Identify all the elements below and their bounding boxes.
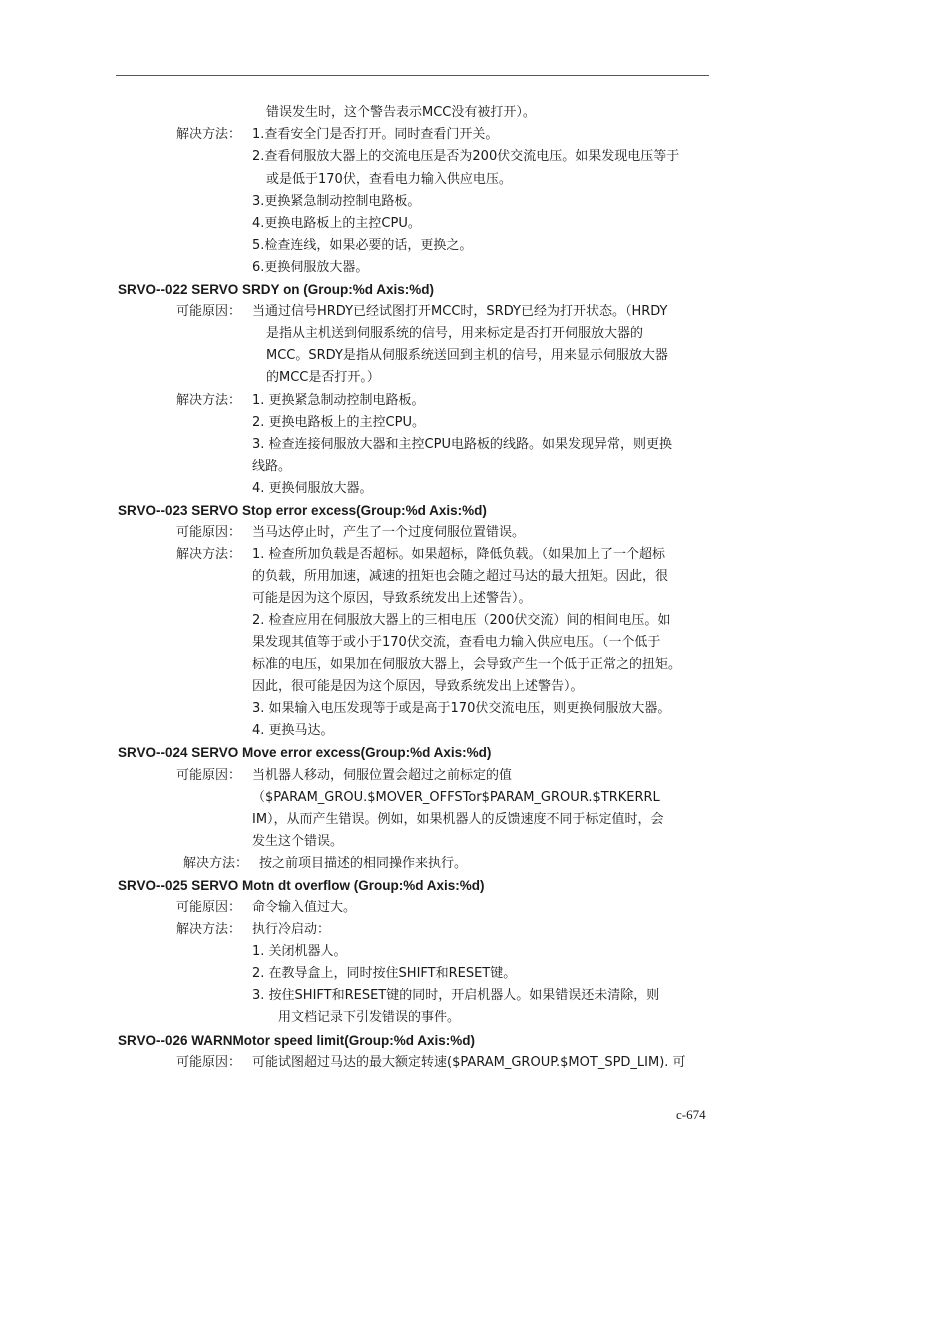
label-cause: 可能原因： [176,900,242,915]
text-line: 当马达停止时，产生了一个过度伺服位置错误。 [252,525,526,540]
text-line: 3.更换紧急制动控制电路板。 [252,194,421,209]
text-line: 2. 更换电路板上的主控CPU。 [252,415,425,430]
text-line: 错误发生时，这个警告表示MCC没有被打开）。 [266,105,536,120]
label-cause: 可能原因： [176,304,242,319]
text-line: 3. 如果输入电压发现等于或是高于170伏交流电压，则更换伺服放大器。 [252,701,671,716]
text-line: 是指从主机送到伺服系统的信号，用来标定是否打开伺服放大器的 [266,326,644,341]
text-line: 4.更换电路板上的主控CPU。 [252,216,421,231]
text-line: 果发现其值等于或小于170伏交流，查看电力输入供应电压。（一个低于 [252,635,661,650]
text-line: 1. 更换紧急制动控制电路板。 [252,393,425,408]
text-line: 标准的电压，如果加在伺服放大器上，会导致产生一个低于正常之的扭矩。 [252,657,682,672]
text-line: 4. 更换伺服放大器。 [252,481,373,496]
section-heading-srvo-025: SRVO--025 SERVO Motn dt overflow (Group:%d Axis:%d) [118,878,485,893]
text-line: 按之前项目描述的相同操作来执行。 [259,856,468,871]
text-line: IM），从而产生错误。例如，如果机器人的反馈速度不同于标定值时，会 [252,812,664,827]
label-solution: 解决方法： [176,922,242,937]
text-line: 2.查看伺服放大器上的交流电压是否为200伏交流电压。如果发现电压等于 [252,149,680,164]
text-line: 3. 检查连接伺服放大器和主控CPU电路板的线路。如果发现异常，则更换 [252,437,672,452]
text-line: 5.检查连线，如果必要的话，更换之。 [252,238,473,253]
text-line: MCC。SRDY是指从伺服系统送回到主机的信号，用来显示伺服放大器 [266,348,668,363]
label-cause: 可能原因： [176,1055,242,1070]
text-line: 可能试图超过马达的最大额定转速($PARAM_GROUP.$MOT_SPD_LIM). 可 [252,1055,686,1070]
text-line: 发生这个错误。 [252,834,344,849]
page-number: c-674 [676,1107,706,1122]
text-line: 命令输入值过大。 [252,900,357,915]
label-cause: 可能原因： [176,768,242,783]
section-heading-srvo-022: SRVO--022 SERVO SRDY on (Group:%d Axis:%d) [118,282,435,297]
text-line: 的负载，所用加速，减速的扭矩也会随之超过马达的最大扭矩。因此，很 [252,569,669,584]
text-line: 线路。 [252,459,292,474]
text-line: 1. 检查所加负载是否超标。如果超标，降低负载。（如果加上了一个超标 [252,547,666,562]
text-line: 可能是因为这个原因，导致系统发出上述警告）。 [252,591,532,606]
section-heading-srvo-024: SRVO--024 SERVO Move error excess(Group:%d Axis:%d) [118,745,492,760]
text-line: 2. 检查应用在伺服放大器上的三相电压（200伏交流）间的相间电压。如 [252,613,671,628]
text-line: 4. 更换马达。 [252,723,334,738]
label-solution: 解决方法： [176,393,242,408]
section-heading-srvo-026: SRVO--026 WARNMotor speed limit(Group:%d Axis:%d) [118,1033,476,1048]
label-solution: 解决方法： [176,547,242,562]
text-line: 因此，很可能是因为这个原因，导致系统发出上述警告）。 [252,679,584,694]
text-line: （$PARAM_GROU.$MOVER_OFFSTor$PARAM_GROUR.$TRKERRL [252,790,660,805]
label-solution: 解决方法： [176,127,242,142]
section-heading-srvo-023: SRVO--023 SERVO Stop error excess(Group:%d Axis:%d) [118,503,487,518]
text-line: 执行冷启动： [252,922,331,937]
text-line: 的MCC是否打开。） [266,370,380,385]
text-line: 当通过信号HRDY已经试图打开MCC时，SRDY已经为打开状态。（HRDY [252,304,668,319]
label-cause: 可能原因： [176,525,242,540]
header-rule [116,75,709,76]
text-line: 当机器人移动，伺服位置会超过之前标定的值 [252,768,513,783]
text-line: 6.更换伺服放大器。 [252,260,369,275]
text-line: 1. 关闭机器人。 [252,944,347,959]
label-solution: 解决方法： [183,856,249,871]
text-line: 用文档记录下引发错误的事件。 [278,1010,461,1025]
text-line: 或是低于170伏，查看电力输入供应电压。 [266,172,512,187]
text-line: 2. 在教导盒上，同时按住SHIFT和RESET键。 [252,966,517,981]
text-line: 3. 按住SHIFT和RESET键的同时，开启机器人。如果错误还未清除，则 [252,988,660,1003]
text-line: 1.查看安全门是否打开。同时查看门开关。 [252,127,499,142]
